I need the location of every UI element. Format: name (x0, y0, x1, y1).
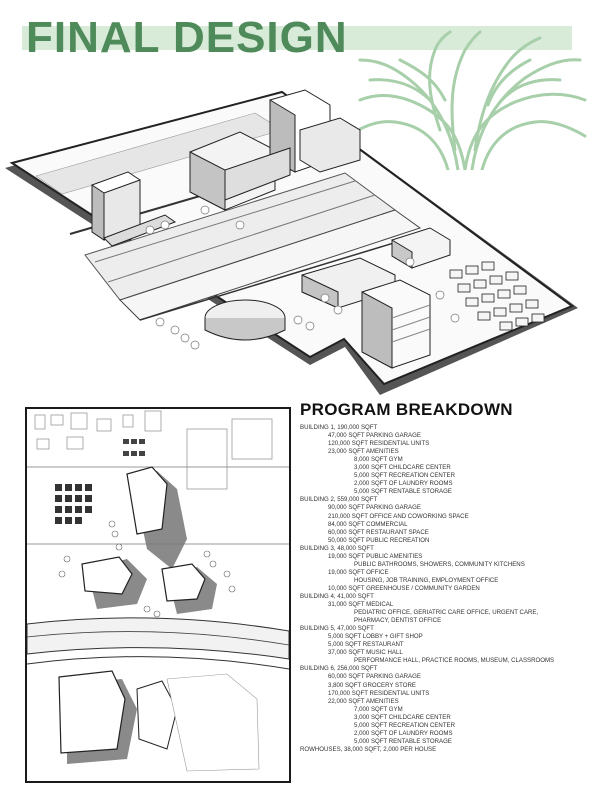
program-item-line: 10,000 SQFT GREENHOUSE / COMMUNITY GARDEN (328, 584, 480, 592)
program-item-line: HOUSING, JOB TRAINING, EMPLOYMENT OFFICE (354, 576, 499, 584)
program-building-line: BUILDING 1, 190,000 SQFT (300, 424, 378, 431)
program-building-line: BUILDING 4, 41,000 SQFT (300, 592, 374, 600)
program-item-line: 5,000 SQFT RECREATION CENTER (354, 721, 456, 729)
program-item-line: 60,000 SQFT PARKING GARAGE (328, 673, 421, 681)
program-item-line: 7,000 SQFT GYM (354, 705, 403, 713)
program-item-line: 3,000 SQFT CHILDCARE CENTER (354, 464, 451, 472)
program-item-line: 5,000 SQFT RECREATION CENTER (354, 472, 456, 480)
program-item-line: 37,000 SQFT MUSIC HALL (328, 649, 403, 657)
program-item-line: PUBLIC BATHROOMS, SHOWERS, COMMUNITY KITCHENS (354, 560, 525, 568)
site-plan (25, 407, 291, 783)
site-plan-drawing (27, 409, 289, 781)
program-item-line: 31,000 SQFT MEDICAL (328, 601, 394, 609)
program-item-line: 120,000 SQFT RESIDENTIAL UNITS (328, 440, 430, 448)
program-item-line: PERFORMANCE HALL, PRACTICE ROOMS, MUSEUM, CLASSROOMS (354, 657, 555, 665)
program-item-line: 23,000 SQFT AMENITIES (328, 448, 399, 456)
program-item-line: 84,000 SQFT COMMERCIAL (328, 520, 408, 528)
program-building-line: BUILDING 2, 559,000 SQFT (300, 496, 378, 504)
program-building-line: BUILDING 3, 48,000 SQFT (300, 544, 374, 552)
program-item-line: 60,000 SQFT RESTAURANT SPACE (328, 528, 429, 536)
program-item-line: 2,000 SQFT OF LAUNDRY ROOMS (354, 729, 453, 737)
program-item-line: 22,000 SQFT AMENITIES (328, 697, 399, 705)
program-item-line: 8,000 SQFT GYM (354, 456, 403, 464)
program-item-line: 3,800 SQFT GROCERY STORE (328, 681, 416, 689)
page-title: FINAL DESIGN (26, 13, 348, 62)
program-building-line: ROWHOUSES, 38,000 SQFT, 2,000 PER HOUSE (300, 745, 437, 753)
program-item-line: 19,000 SQFT OFFICE (328, 568, 389, 576)
program-item-line: 210,000 SQFT OFFICE AND COWORKING SPACE (328, 512, 469, 520)
program-item-line: 90,000 SQFT PARKING GARAGE (328, 504, 421, 512)
program-item-line: PHARMACY, DENTIST OFFICE (354, 617, 442, 625)
program-item-line: 47,000 SQFT PARKING GARAGE (328, 432, 421, 440)
program-breakdown (298, 400, 592, 754)
program-building-line: BUILDING 6, 256,000 SQFT (300, 665, 378, 673)
program-item-line: 19,000 SQFT PUBLIC AMENITIES (328, 552, 423, 560)
program-list (298, 424, 592, 754)
program-item-line: 3,000 SQFT CHILDCARE CENTER (354, 713, 451, 721)
program-heading: PROGRAM BREAKDOWN (300, 400, 513, 419)
program-item-line: 50,000 SQFT PUBLIC RECREATION (328, 536, 430, 544)
program-item-line: 5,000 SQFT LOBBY + GIFT SHOP (328, 633, 423, 641)
program-item-line: 2,000 SQFT OF LAUNDRY ROOMS (354, 480, 453, 488)
program-item-line: 5,000 SQFT RENTABLE STORAGE (354, 737, 452, 745)
building-tower-right (362, 280, 430, 368)
building-lower-left (205, 300, 285, 340)
program-building-line: BUILDING 5, 47,000 SQFT (300, 625, 374, 633)
program-item-line: 5,000 SQFT RENTABLE STORAGE (354, 488, 452, 496)
program-item-line: PEDIATRIC OFFICE, GERIATRIC CARE OFFICE, URGENT CARE, (354, 609, 539, 617)
program-item-line: 170,000 SQFT RESIDENTIAL UNITS (328, 689, 430, 697)
program-item-line: 5,000 SQFT RESTAURANT (328, 641, 404, 649)
